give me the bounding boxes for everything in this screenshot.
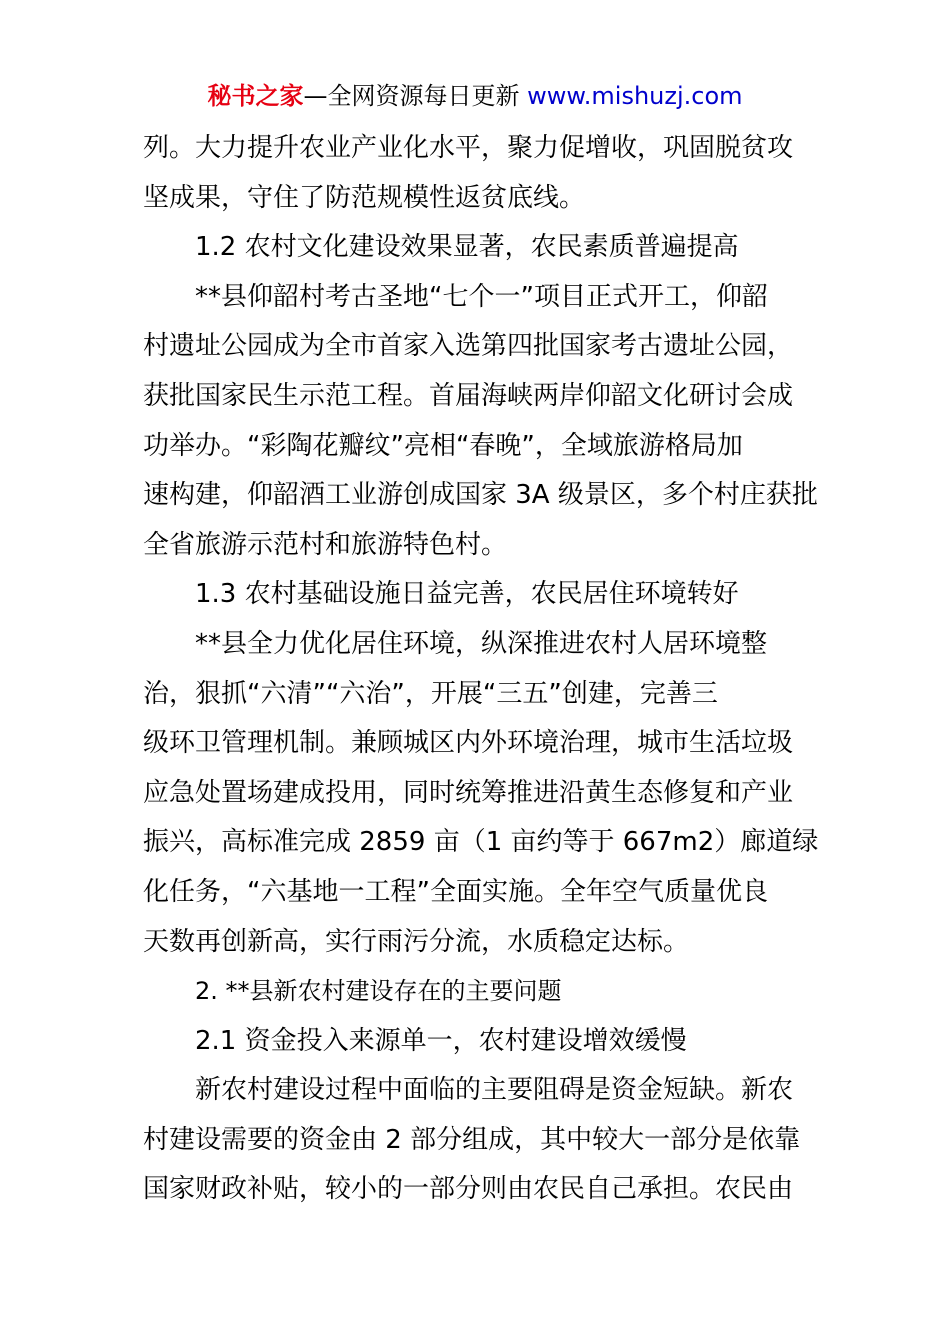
section-heading: 1.2 农村文化建设效果显著，农民素质普遍提高: [195, 232, 739, 263]
paragraph-line: 振兴，高标准完成 2859 亩（1 亩约等于 667m2）廊道绿: [143, 827, 819, 858]
section-heading: 2. **县新农村建设存在的主要问题: [195, 977, 562, 1006]
paragraph-line: 国家财政补贴，较小的一部分则由农民自己承担。农民由: [143, 1174, 794, 1205]
paragraph-line: 天数再创新高，实行雨污分流，水质稳定达标。: [143, 926, 690, 957]
paragraph-line: 化任务，“六基地一工程”全面实施。全年空气质量优良: [143, 876, 768, 907]
site-header: [0, 80, 950, 112]
paragraph-line: 功举办。“彩陶花瓣纹”亮相“春晚”，全域旅游格局加: [143, 430, 743, 461]
site-brand: 秘书之家: [207, 82, 304, 110]
paragraph-line: 获批国家民生示范工程。首届海峡两岸仰韶文化研讨会成: [143, 380, 794, 411]
paragraph-line: 全省旅游示范村和旅游特色村。: [143, 529, 508, 560]
paragraph-line: 治，狠抓“六清”“六治”，开展“三五”创建，完善三: [143, 678, 718, 709]
site-url[interactable]: www.mishuzj.com: [527, 82, 743, 110]
paragraph-line: 速构建，仰韶酒工业游创成国家 3A 级景区，多个村庄获批: [143, 480, 818, 511]
site-tagline: —全网资源每日更新: [303, 82, 520, 110]
paragraph-line: 坚成果，守住了防范规模性返贫底线。: [143, 182, 586, 213]
paragraph-line: **县全力优化居住环境，纵深推进农村人居环境整: [195, 628, 768, 659]
section-heading: 2.1 资金投入来源单一，农村建设增效缓慢: [195, 1025, 687, 1056]
paragraph-line: 村遗址公园成为全市首家入选第四批国家考古遗址公园，: [143, 331, 794, 362]
document-body: [143, 124, 823, 1215]
paragraph-line: 级环卫管理机制。兼顾城区内外环境治理，城市生活垃圾: [143, 728, 794, 759]
paragraph-line: 村建设需要的资金由 2 部分组成，其中较大一部分是依靠: [143, 1124, 801, 1155]
paragraph-line: **县仰韶村考古圣地“七个一”项目正式开工，仰韶: [195, 281, 768, 312]
section-heading: 1.3 农村基础设施日益完善，农民居住环境转好: [195, 579, 739, 610]
paragraph-line: 应急处置场建成投用，同时统筹推进沿黄生态修复和产业: [143, 777, 794, 808]
paragraph-line: 新农村建设过程中面临的主要阻碍是资金短缺。新农: [195, 1075, 794, 1106]
paragraph-line: 列。大力提升农业产业化水平，聚力促增收，巩固脱贫攻: [143, 133, 794, 163]
